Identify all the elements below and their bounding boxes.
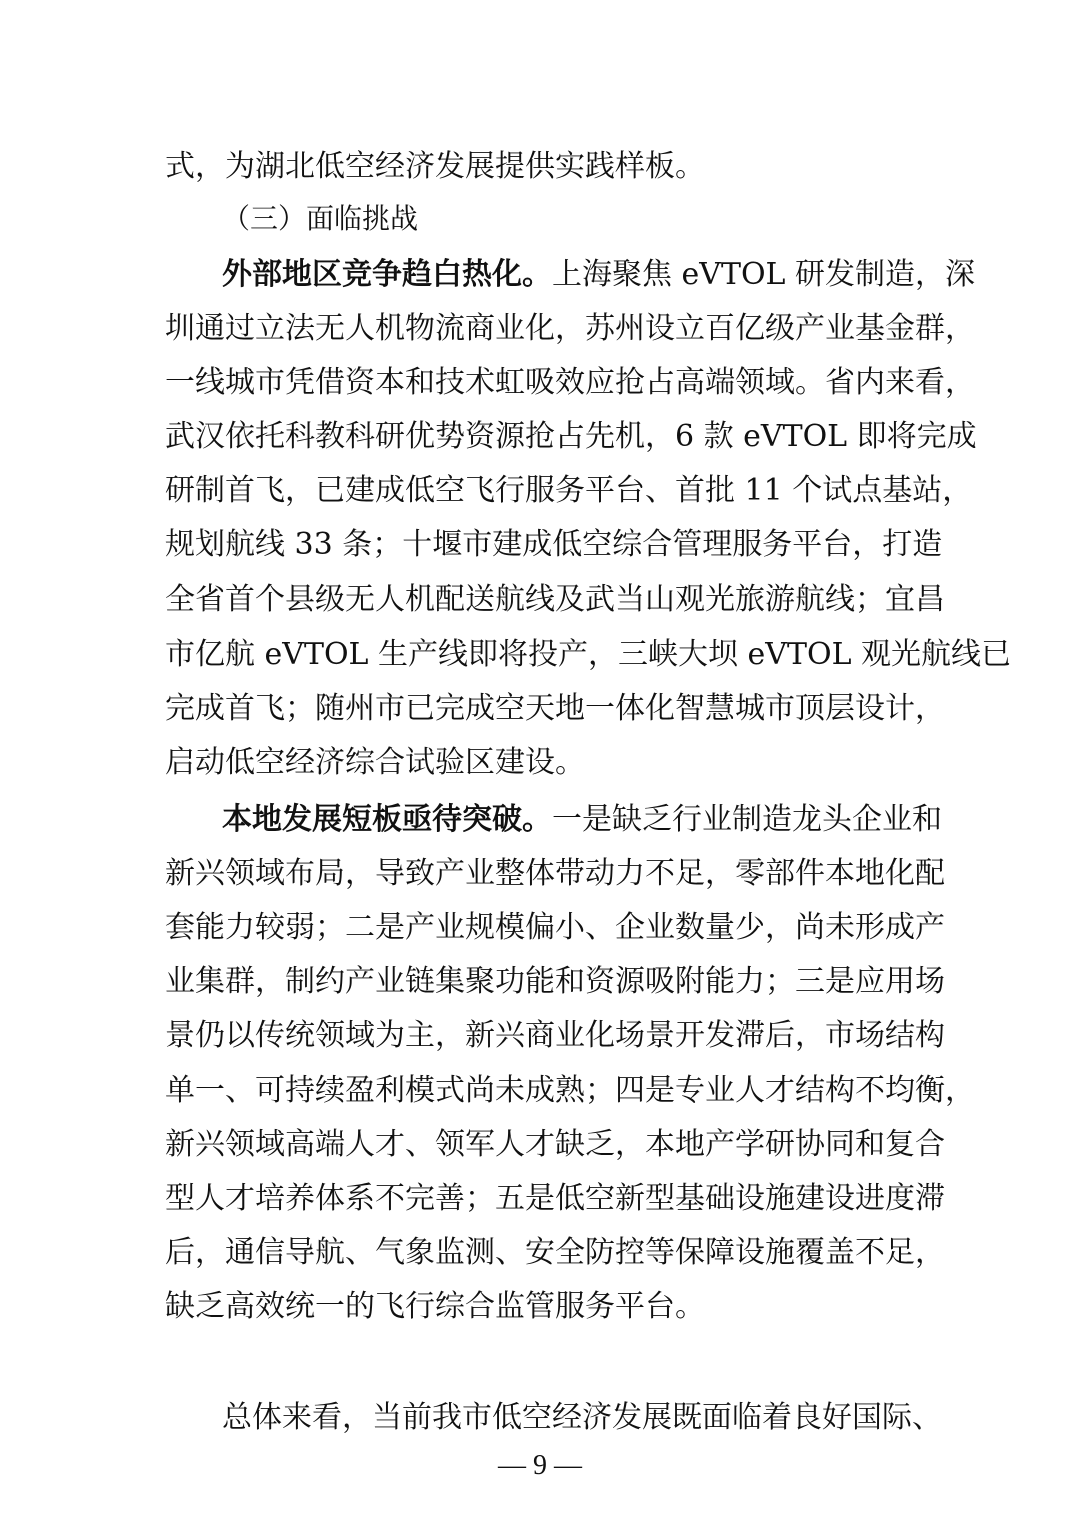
text-line: 研制首飞，已建成低空飞行服务平台、首批 11 个试点基站， — [165, 473, 973, 508]
text-line: 后，通信导航、气象监测、安全防控等保障设施覆盖不足， — [165, 1235, 945, 1270]
text-line: 圳通过立法无人机物流商业化，苏州设立百亿级产业基金群， — [165, 311, 975, 346]
text-line: 新兴领域布局，导致产业整体带动力不足，零部件本地化配 — [165, 856, 945, 891]
text-line: 单一、可持续盈利模式尚未成熟；四是专业人才结构不均衡， — [165, 1073, 975, 1108]
text-line: 景仍以传统领域为主，新兴商业化场景开发滞后，市场结构 — [165, 1018, 945, 1053]
text-line: 启动低空经济综合试验区建设。 — [165, 745, 585, 780]
page-number: — 9 — — [498, 1450, 582, 1481]
text-line: 套能力较弱；二是产业规模偏小、企业数量少，尚未形成产 — [165, 910, 945, 945]
text-line: 型人才培养体系不完善；五是低空新型基础设施建设进度滞 — [165, 1181, 945, 1216]
text-run: 一是缺乏行业制造龙头企业和 — [552, 802, 942, 837]
text-line — [222, 255, 976, 295]
text-line — [222, 800, 942, 840]
text-line: 一线城市凭借资本和技术虹吸效应抢占高端领域。省内来看， — [165, 365, 975, 400]
text-line: 市亿航 eVTOL 生产线即将投产，三峡大坝 eVTOL 观光航线已 — [165, 637, 1012, 672]
text-line: 武汉依托科教科研优势资源抢占先机，6 款 eVTOL 即将完成 — [165, 419, 977, 454]
text-line: 规划航线 33 条；十堰市建成低空综合管理服务平台，打造 — [165, 527, 943, 562]
text-line: 新兴领域高端人才、领军人才缺乏，本地产学研协同和复合 — [165, 1127, 945, 1162]
paragraph-lead-bold: 本地发展短板亟待突破。 — [222, 802, 552, 837]
text-line: 业集群，制约产业链集聚功能和资源吸附能力；三是应用场 — [165, 964, 945, 999]
text-line: 全省首个县级无人机配送航线及武当山观光旅游航线；宜昌 — [165, 582, 945, 617]
text-line: 总体来看，当前我市低空经济发展既面临着良好国际、 — [222, 1400, 942, 1435]
text-line: 缺乏高效统一的飞行综合监管服务平台。 — [165, 1289, 705, 1324]
text-line: 完成首飞；随州市已完成空天地一体化智慧城市顶层设计， — [165, 691, 945, 726]
text-run: 上海聚焦 eVTOL 研发制造，深 — [552, 257, 976, 292]
paragraph-lead-bold: 外部地区竞争趋白热化。 — [222, 257, 552, 292]
section-heading: （三）面临挑战 — [222, 202, 419, 235]
text-line: 式，为湖北低空经济发展提供实践样板。 — [165, 149, 705, 184]
